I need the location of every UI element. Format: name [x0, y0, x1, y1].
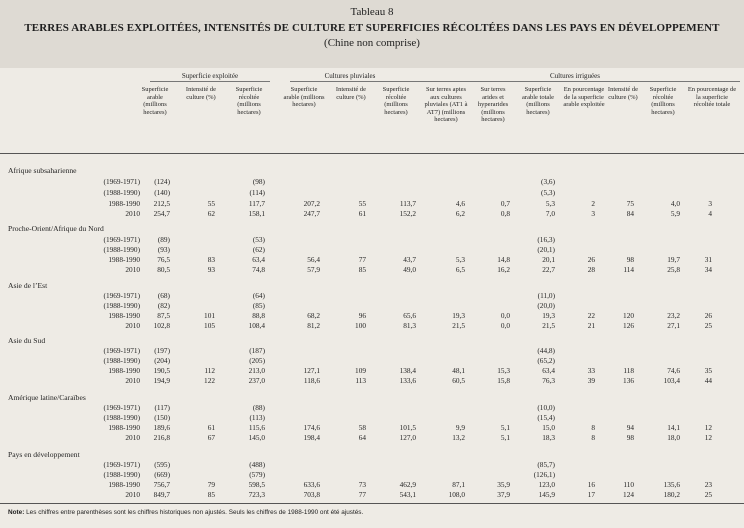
region-label: Asie du Sud — [8, 336, 46, 345]
note-text: Les chiffres entre parenthèses sont les chiffres historiques non ajustés. Seuls les chiffres de 1988-1990 ont été ajustés. — [26, 509, 364, 516]
table-row: (1969-1971) (68) (64) (11,0) — [103, 291, 555, 300]
table-row: 2010 80,5 93 74,8 57,9 85 49,0 6,5 16,2 22,7 28 114 25,8 34 — [125, 265, 712, 274]
table-row: 2010 254,7 62 158,1 247,7 61 152,2 6,2 0,8 7,0 3 84 5,9 4 — [125, 209, 712, 218]
table-row: 1988-1990 76,5 83 63,4 56,4 77 43,7 5,3 14,8 20,1 26 98 19,7 31 — [108, 255, 712, 264]
region-label: Amérique latine/Caraïbes — [8, 393, 86, 402]
region-label: Pays en développement — [8, 450, 80, 459]
column-header: Superficie récoltée (millions hectares) — [235, 86, 263, 116]
table-row: 2010 849,7 85 723,3 703,8 77 543,1 108,0 37,9 145,9 17 124 180,2 25 — [125, 490, 712, 499]
column-header: Superficie arable (millions hectares) — [283, 86, 325, 108]
table-row: 1988-1990 87,5 101 88,8 68,2 96 65,6 19,3 0,0 19,3 22 120 23,2 26 — [108, 311, 712, 320]
column-header: Sur terres arides et hyperarides (millions hectares) — [477, 86, 509, 123]
column-header: Intensité de culture (%) — [185, 86, 217, 101]
column-header: Superficie arable totale (millions hectares) — [522, 86, 554, 116]
column-header: Sur terres aptes aux cultures pluviales (AT1 à AT7) (millions hectares) — [424, 86, 468, 123]
table-subtitle: (Chine non comprise) — [324, 37, 420, 49]
table-row: (1969-1971) (595) (488) (85,7) — [103, 460, 555, 469]
table-row: 2010 216,8 67 145,0 198,4 64 127,0 13,2 5,1 18,3 8 98 18,0 12 — [125, 433, 712, 442]
table-row: 1988-1990 756,7 79 598,5 633,6 73 462,9 87,1 35,9 123,0 16 110 135,6 23 — [108, 480, 712, 489]
table-note — [8, 509, 363, 516]
note-label: Note: — [8, 509, 25, 516]
region-label: Proche-Orient/Afrique du Nord — [8, 224, 104, 233]
table-row: (1969-1971) (197) (187) (44,8) — [103, 346, 555, 355]
table-number: Tableau 8 — [350, 6, 394, 18]
column-header: En pourcentage de la superficie récoltée totale — [687, 86, 737, 108]
table-row: (1988-1990) (82) (85) (20,0) — [103, 301, 555, 310]
table-row: (1969-1971) (89) (53) (16,3) — [103, 235, 555, 244]
table-row: 1988-1990 190,5 112 213,0 127,1 109 138,4 48,1 15,3 63,4 33 118 74,6 35 — [108, 366, 712, 375]
group-header-irriguees: Cultures irriguées — [410, 72, 740, 82]
table-row: 2010 102,8 105 108,4 81,2 100 81,3 21,5 0,0 21,5 21 126 27,1 25 — [125, 321, 712, 330]
group-header-exploitee: Superficie exploitée — [150, 72, 270, 82]
column-header: Superficie arable (millions hectares) — [141, 86, 169, 116]
table-row: 1988-1990 212,5 55 117,7 207,2 55 113,7 4,6 0,7 5,3 2 75 4,0 3 — [108, 199, 712, 208]
column-header: Superficie récoltée (millions hectares) — [382, 86, 410, 116]
table-row: (1988-1990) (669) (579) (126,1) — [103, 470, 555, 479]
table-row: (1988-1990) (150) (113) (15,4) — [103, 413, 555, 422]
table-title-block — [0, 0, 744, 68]
column-header: Intensité de culture (%) — [335, 86, 367, 101]
table-row: (1988-1990) (204) (205) (65,2) — [103, 356, 555, 365]
table-row: (1969-1971) (117) (88) (10,0) — [103, 403, 555, 412]
header-divider — [0, 153, 744, 154]
column-header: Superficie récoltée (millions hectares) — [649, 86, 677, 116]
column-header: Intensité de culture (%) — [607, 86, 639, 101]
table-row: (1988-1990) (140) (114) (5,3) — [103, 188, 555, 197]
table-title: TERRES ARABLES EXPLOITÉES, INTENSITÉS DE CULTURE ET SUPERFICIES RÉCOLTÉES DANS LES PAYS EN DÉVELOPPEMENT — [24, 22, 720, 34]
region-label: Asie de l’Est — [8, 281, 48, 290]
region-label: Afrique subsaharienne — [8, 166, 77, 175]
column-header: En pourcentage de la superficie arable exploitée — [563, 86, 605, 108]
table-row: (1969-1971) (124) (98) (3,6) — [103, 177, 555, 186]
table-row: (1988-1990) (93) (62) (20,1) — [103, 245, 555, 254]
group-header-pluviales: Cultures pluviales — [290, 72, 410, 82]
table-row: 2010 194,9 122 237,0 118,6 113 133,6 60,5 15,8 76,3 39 136 103,4 44 — [125, 376, 712, 385]
footer-divider — [0, 503, 744, 504]
table-row: 1988-1990 189,6 61 115,6 174,6 58 101,5 9,9 5,1 15,0 8 94 14,1 12 — [108, 423, 712, 432]
